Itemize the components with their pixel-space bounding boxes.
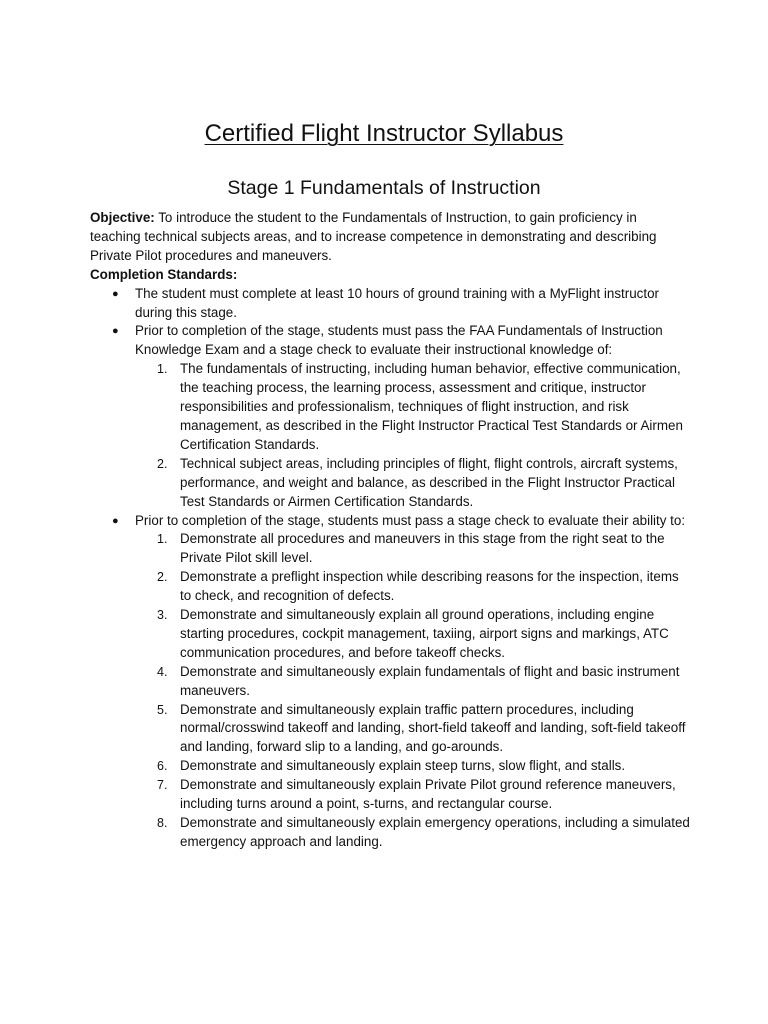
numbered-item — [135, 663, 690, 701]
item-text: Demonstrate and simultaneously explain steep turns, slow flight, and stalls. — [180, 758, 626, 774]
bullet-text: Prior to completion of the stage, students must pass the FAA Fundamentals of Instruction Knowledge Exam and a stage check to evaluate their instructional knowledge of: — [135, 323, 663, 358]
objective-text: To introduce the student to the Fundamentals of Instruction, to gain proficiency in teaching technical subjects areas, and to increase competence in demonstrating and describing Private Pilot procedures and maneuvers. — [90, 210, 657, 263]
bullet-text: The student must complete at least 10 hours of ground training with a MyFlight instructor during this stage. — [135, 285, 659, 320]
numbered-item — [135, 814, 690, 852]
objective-label: Objective: — [90, 210, 155, 225]
item-text: Demonstrate and simultaneously explain Private Pilot ground reference maneuvers, including turns around a point, s-turns, and rectangular course. — [180, 777, 676, 812]
item-number: 3. — [157, 608, 168, 623]
item-number: 8. — [157, 816, 168, 830]
numbered-item — [135, 455, 690, 512]
numbered-item — [135, 360, 690, 455]
item-number: 6. — [157, 759, 168, 774]
bullet-item — [90, 285, 690, 323]
numbered-item — [135, 606, 690, 663]
item-number: 1. — [157, 362, 168, 377]
bullet-item — [90, 322, 690, 511]
knowledge-sublist — [135, 360, 690, 511]
item-number: 4. — [157, 664, 168, 679]
completion-standards-heading: Completion Standards: — [90, 266, 238, 282]
item-number: 2. — [157, 570, 168, 585]
item-text: Demonstrate all procedures and maneuvers in this stage from the right seat to the Private Pilot skill level. — [180, 531, 665, 566]
completion-standards-list — [90, 285, 690, 852]
numbered-item — [135, 776, 690, 814]
bullet-icon: ● — [112, 287, 119, 300]
bullet-icon: ● — [112, 325, 119, 338]
item-text: Technical subject areas, including principles of flight, flight controls, aircraft systems, performance, and weight and balance, as described in the Flight Instructor Practical Test Standards or Airmen Certification Standards. — [180, 455, 678, 509]
numbered-item — [135, 530, 690, 568]
item-text: Demonstrate a preflight inspection while describing reasons for the inspection, items to check, and recognition of defects. — [180, 569, 679, 604]
stage-title: Stage 1 Fundamentals of Instruction — [227, 177, 541, 199]
item-text: The fundamentals of instructing, including human behavior, effective communication, the teaching process, the learning process, assessment and critique, instructor responsibilities and professionalism, techniques of flight instruction, and risk management, as described in the Flight Instructor Practical Test Standards or Airmen Certification Standards. — [180, 361, 683, 452]
bullet-icon: ● — [112, 514, 119, 527]
item-number: 1. — [157, 532, 168, 547]
item-number: 2. — [157, 456, 168, 471]
item-text: Demonstrate and simultaneously explain fundamentals of flight and basic instrument maneuvers. — [180, 663, 680, 698]
item-text: Demonstrate and simultaneously explain emergency operations, including a simulated emergency approach and landing. — [180, 815, 690, 849]
document-body — [90, 209, 690, 852]
bullet-item — [90, 512, 690, 852]
ability-sublist — [135, 530, 690, 851]
bullet-text: Prior to completion of the stage, students must pass a stage check to evaluate their ability to: — [135, 512, 686, 528]
item-number: 7. — [157, 778, 168, 793]
item-number: 5. — [157, 702, 168, 717]
numbered-item — [135, 701, 690, 758]
item-text: Demonstrate and simultaneously explain traffic pattern procedures, including normal/crosswind takeoff and landing, short-field takeoff and landing, soft-field takeoff and landing, forward slip to a landing, and go-arounds. — [180, 701, 686, 755]
item-text: Demonstrate and simultaneously explain all ground operations, including engine starting procedures, cockpit management, taxiing, airport signs and markings, ATC communication procedures, and before takeoff checks. — [180, 607, 669, 660]
objective-paragraph — [90, 209, 690, 266]
document-title: Certified Flight Instructor Syllabus — [204, 120, 564, 147]
numbered-item — [135, 757, 690, 776]
numbered-item — [135, 568, 690, 606]
